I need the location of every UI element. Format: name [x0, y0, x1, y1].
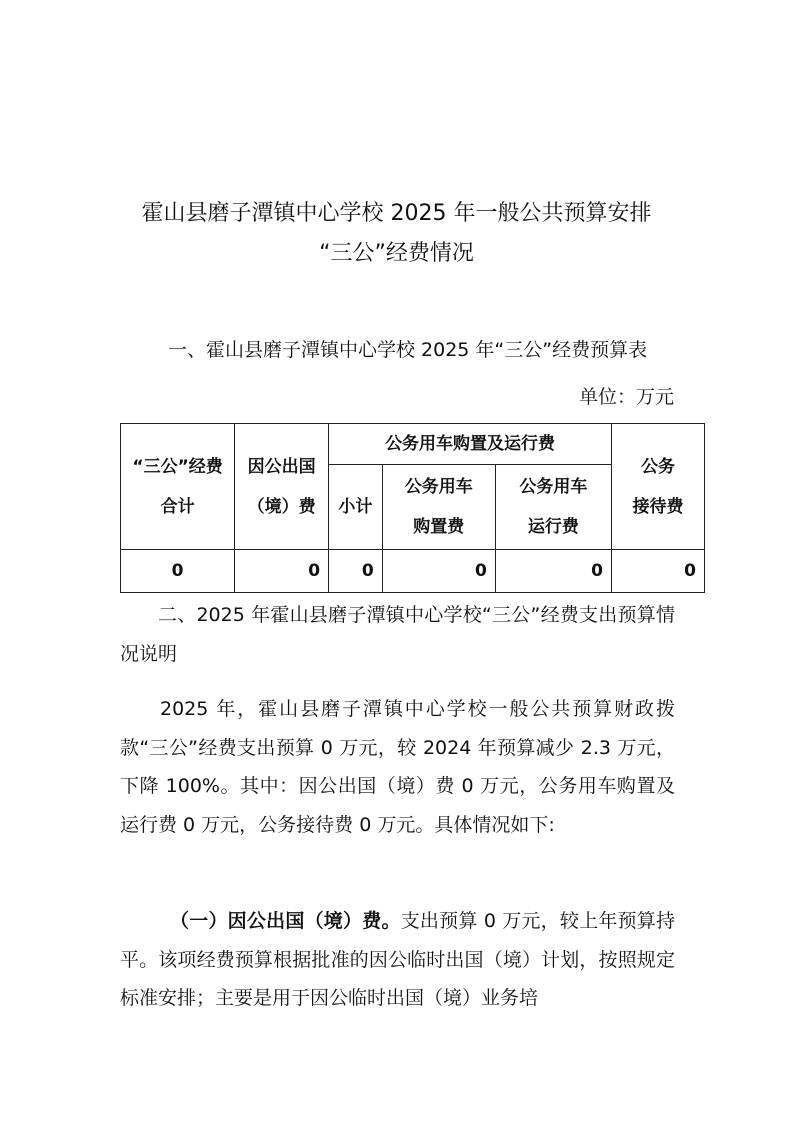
section2-body: 2025 年，霍山县磨子潭镇中心学校一般公共预算财政拨款“三公”经费支出预算 0 万元，较 2024 年预算减少 2.3 万元，下降 100%。其中：因公出国（境）费 0 万元，公务用车购置及运行费 0 万元，公务接待费 0 万元。具体情况如下:	[120, 698, 675, 836]
header-running-line1: 公务用车	[519, 477, 588, 497]
value-subtotal: 0	[329, 550, 383, 593]
section1-heading: 一、霍山县磨子潭镇中心学校 2025 年“三公”经费预算表	[168, 339, 648, 361]
header-purchase-line1: 公务用车	[404, 477, 473, 497]
value-reception: 0	[612, 550, 705, 593]
item1-body: 支出预算 0 万元，较上年预算持平。该项经费预算根据批准的因公临时出国（境）计划，按照规定标准安排；主要是用于因公临时出国（境）业务培	[120, 910, 675, 1009]
header-abroad-line2: （境）费	[247, 496, 316, 517]
header-reception	[612, 424, 705, 550]
header-total-line2: 合计	[160, 496, 195, 517]
table-row	[121, 550, 705, 593]
header-total-line1: “三公”经费	[132, 456, 223, 477]
header-vehicle-group: 公务用车购置及运行费	[329, 424, 612, 465]
header-reception-line2: 接待费	[632, 496, 684, 517]
value-total: 0	[121, 550, 235, 593]
budget-table	[120, 423, 705, 593]
value-running: 0	[495, 550, 611, 593]
header-reception-line1: 公务	[641, 456, 675, 477]
header-abroad-line1: 因公出国	[247, 456, 316, 477]
header-running	[495, 465, 611, 550]
header-subtotal: 小计	[329, 465, 383, 550]
value-abroad: 0	[235, 550, 329, 593]
header-purchase	[382, 465, 495, 550]
header-purchase-line2: 购置费	[413, 517, 465, 537]
header-abroad	[235, 424, 329, 550]
unit-label: 单位：万元	[578, 386, 674, 408]
value-purchase: 0	[382, 550, 495, 593]
item1-lead: （一）因公出国（境）费。	[170, 910, 401, 932]
item1-paragraph	[120, 902, 675, 1018]
header-total	[121, 424, 235, 550]
document-title-line2: “三公”经费情况	[319, 241, 474, 266]
header-running-line2: 运行费	[527, 517, 579, 537]
section2-heading: 二、2025 年霍山县磨子潭镇中心学校“三公”经费支出预算情况说明	[120, 604, 675, 665]
document-title-line1: 霍山县磨子潭镇中心学校 2025 年一般公共预算安排	[141, 201, 652, 226]
